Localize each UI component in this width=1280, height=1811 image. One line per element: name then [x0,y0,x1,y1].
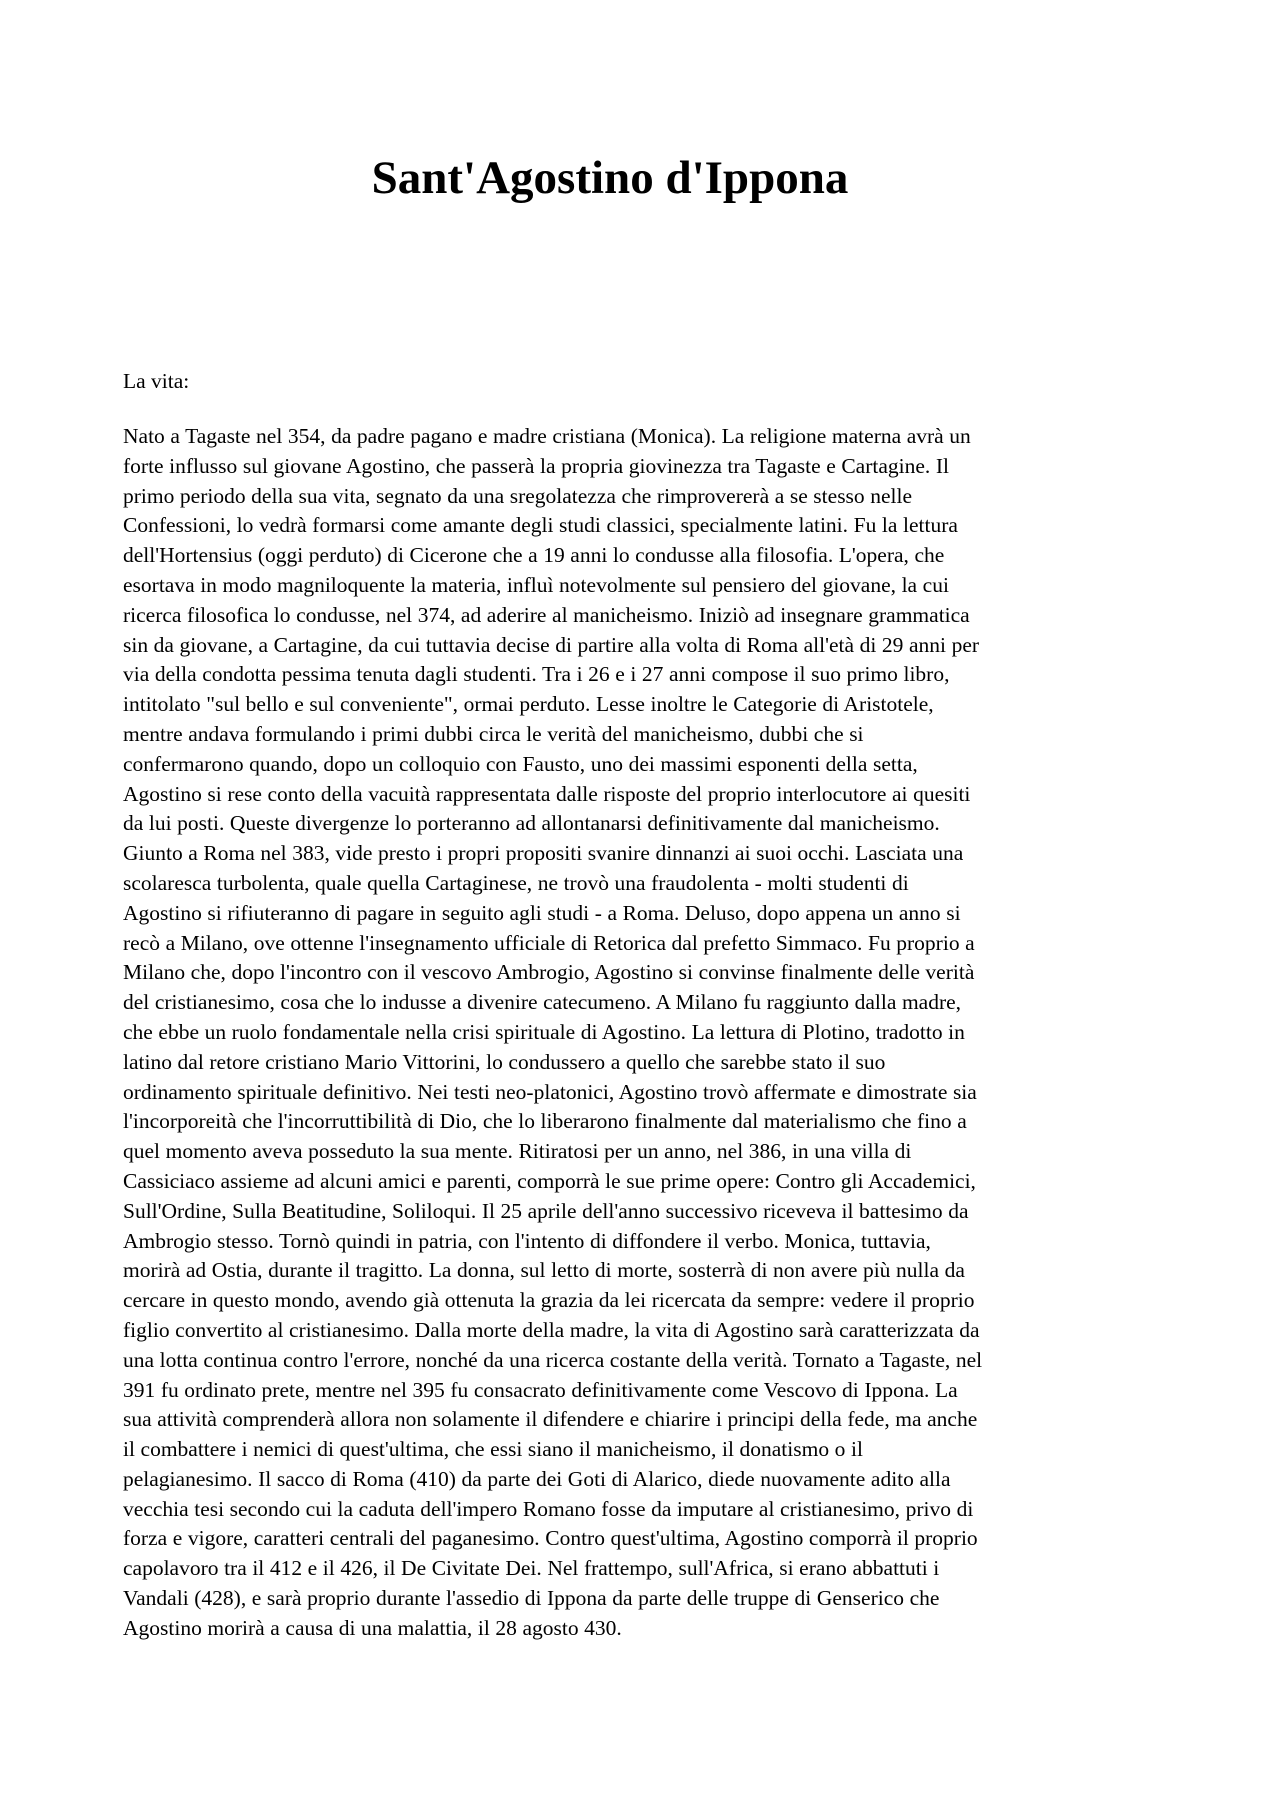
paragraph-line: mentre andava formulando i primi dubbi circa le verità del manicheismo, dubbi che si [123,721,864,746]
paragraph-line: scolaresca turbolenta, quale quella Cartaginese, ne trovò una fraudolenta - molti studenti di [123,870,909,895]
paragraph-line: pelagianesimo. Il sacco di Roma (410) da parte dei Goti di Alarico, diede nuovamente adito alla [123,1466,951,1491]
paragraph-line: Ambrogio stesso. Tornò quindi in patria, con l'intento di diffondere il verbo. Monica, tuttavia, [123,1228,931,1253]
paragraph-line: Vandali (428), e sarà proprio durante l'assedio di Ippona da parte delle truppe di Genserico che [123,1586,940,1611]
title-container [0,150,1280,206]
paragraph-line: forza e vigore, caratteri centrali del paganesimo. Contro quest'ultima, Agostino comporrà il proprio [123,1526,978,1551]
paragraph-line: vecchia tesi secondo cui la caduta dell'impero Romano fosse da imputare al cristianesimo, privo di [123,1496,974,1521]
paragraph-line: del cristianesimo, cosa che lo indusse a divenire catecumeno. A Milano fu raggiunto dalla madre, [123,990,962,1015]
document-title: Sant'Agostino d'Ippona [371,152,849,204]
paragraph-line: dell'Hortensius (oggi perduto) di Cicerone che a 19 anni lo condusse alla filosofia. L'opera, che [123,543,945,568]
paragraph-line: cercare in questo mondo, avendo già ottenuta la grazia da lei ricercata da sempre: vedere il proprio [123,1288,975,1313]
paragraph-line: Sull'Ordine, Sulla Beatitudine, Soliloqui. Il 25 aprile dell'anno successivo riceveva il battesimo da [123,1198,969,1223]
paragraph-line: Agostino morirà a causa di una malattia, il 28 agosto 430. [123,1615,622,1640]
body-paragraph [123,422,1163,1644]
paragraph-line: il combattere i nemici di quest'ultima, che essi siano il manicheismo, il donatismo o il [123,1437,863,1462]
paragraph-line: l'incorporeità che l'incorruttibilità di Dio, che lo liberarono finalmente dal materialismo che fino a [123,1109,967,1134]
paragraph-line: Milano che, dopo l'incontro con il vescovo Ambrogio, Agostino si convinse finalmente delle verità [123,960,975,985]
paragraph-line: via della condotta pessima tenuta dagli studenti. Tra i 26 e i 27 anni compose il suo primo libro, [123,662,950,687]
paragraph-line: confermarono quando, dopo un colloquio con Fausto, uno dei massimi esponenti della setta, [123,751,918,776]
paragraph-line: intitolato "sul bello e sul conveniente", ormai perduto. Lesse inoltre le Categorie di Aristotele, [123,692,934,717]
paragraph-line: forte influsso sul giovane Agostino, che passerà la propria giovinezza tra Tagaste e Cartagine. Il [123,453,949,478]
paragraph-line: sua attività comprenderà allora non solamente il difendere e chiarire i principi della fede, ma anche [123,1407,978,1432]
section-label: La vita: [123,369,190,393]
paragraph-line: sin da giovane, a Cartagine, da cui tuttavia decise di partire alla volta di Roma all'età di 29 anni per [123,632,980,657]
paragraph-line: figlio convertito al cristianesimo. Dalla morte della madre, la vita di Agostino sarà caratterizzata da [123,1317,980,1342]
paragraph-line: una lotta continua contro l'errore, nonché da una ricerca costante della verità. Tornato a Tagaste, nel [123,1347,983,1372]
paragraph-line: esortava in modo magniloquente la materia, influì notevolmente sul pensiero del giovane, la cui [123,572,949,597]
paragraph-line: Agostino si rifiuteranno di pagare in seguito agli studi - a Roma. Deluso, dopo appena un anno si [123,900,961,925]
paragraph-line: da lui posti. Queste divergenze lo porteranno ad allontanarsi definitivamente dal manicheismo. [123,811,940,836]
paragraph-line: che ebbe un ruolo fondamentale nella crisi spirituale di Agostino. La lettura di Plotino, tradotto in [123,1019,965,1044]
paragraph-line: 391 fu ordinato prete, mentre nel 395 fu consacrato definitivamente come Vescovo di Ippona. La [123,1377,958,1402]
paragraph-line: recò a Milano, ove ottenne l'insegnamento ufficiale di Retorica dal prefetto Simmaco. Fu proprio a [123,930,975,955]
paragraph-line: morirà ad Ostia, durante il tragitto. La donna, sul letto di morte, sosterrà di non avere più nulla da [123,1258,965,1283]
paragraph-line: latino dal retore cristiano Mario Vittorini, lo condussero a quello che sarebbe stato il suo [123,1049,886,1074]
paragraph-line: capolavoro tra il 412 e il 426, il De Civitate Dei. Nel frattempo, sull'Africa, si erano abbattuti i [123,1556,940,1581]
paragraph-line: Cassiciaco assieme ad alcuni amici e parenti, comporrà le sue prime opere: Contro gli Accademici, [123,1168,976,1193]
paragraph-line: Nato a Tagaste nel 354, da padre pagano e madre cristiana (Monica). La religione materna avrà un [123,424,971,448]
paragraph-line: Agostino si rese conto della vacuità rappresentata dalle risposte del proprio interlocutore ai quesiti [123,781,971,806]
paragraph-line: ordinamento spirituale definitivo. Nei testi neo-platonici, Agostino trovò affermate e dimostrate sia [123,1079,977,1104]
paragraph-line: ricerca filosofica lo condusse, nel 374, ad aderire al manicheismo. Iniziò ad insegnare grammatica [123,602,970,627]
paragraph-line: quel momento aveva posseduto la sua mente. Ritiratosi per un anno, nel 386, in una villa di [123,1139,912,1164]
paragraph-line: Giunto a Roma nel 383, vide presto i propri propositi svanire dinnanzi ai suoi occhi. Lasciata una [123,841,964,866]
paragraph-line: primo periodo della sua vita, segnato da una sregolatezza che rimprovererà a se stesso nelle [123,483,913,508]
paragraph-line: Confessioni, lo vedrà formarsi come amante degli studi classici, specialmente latini. Fu la lettura [123,513,958,538]
